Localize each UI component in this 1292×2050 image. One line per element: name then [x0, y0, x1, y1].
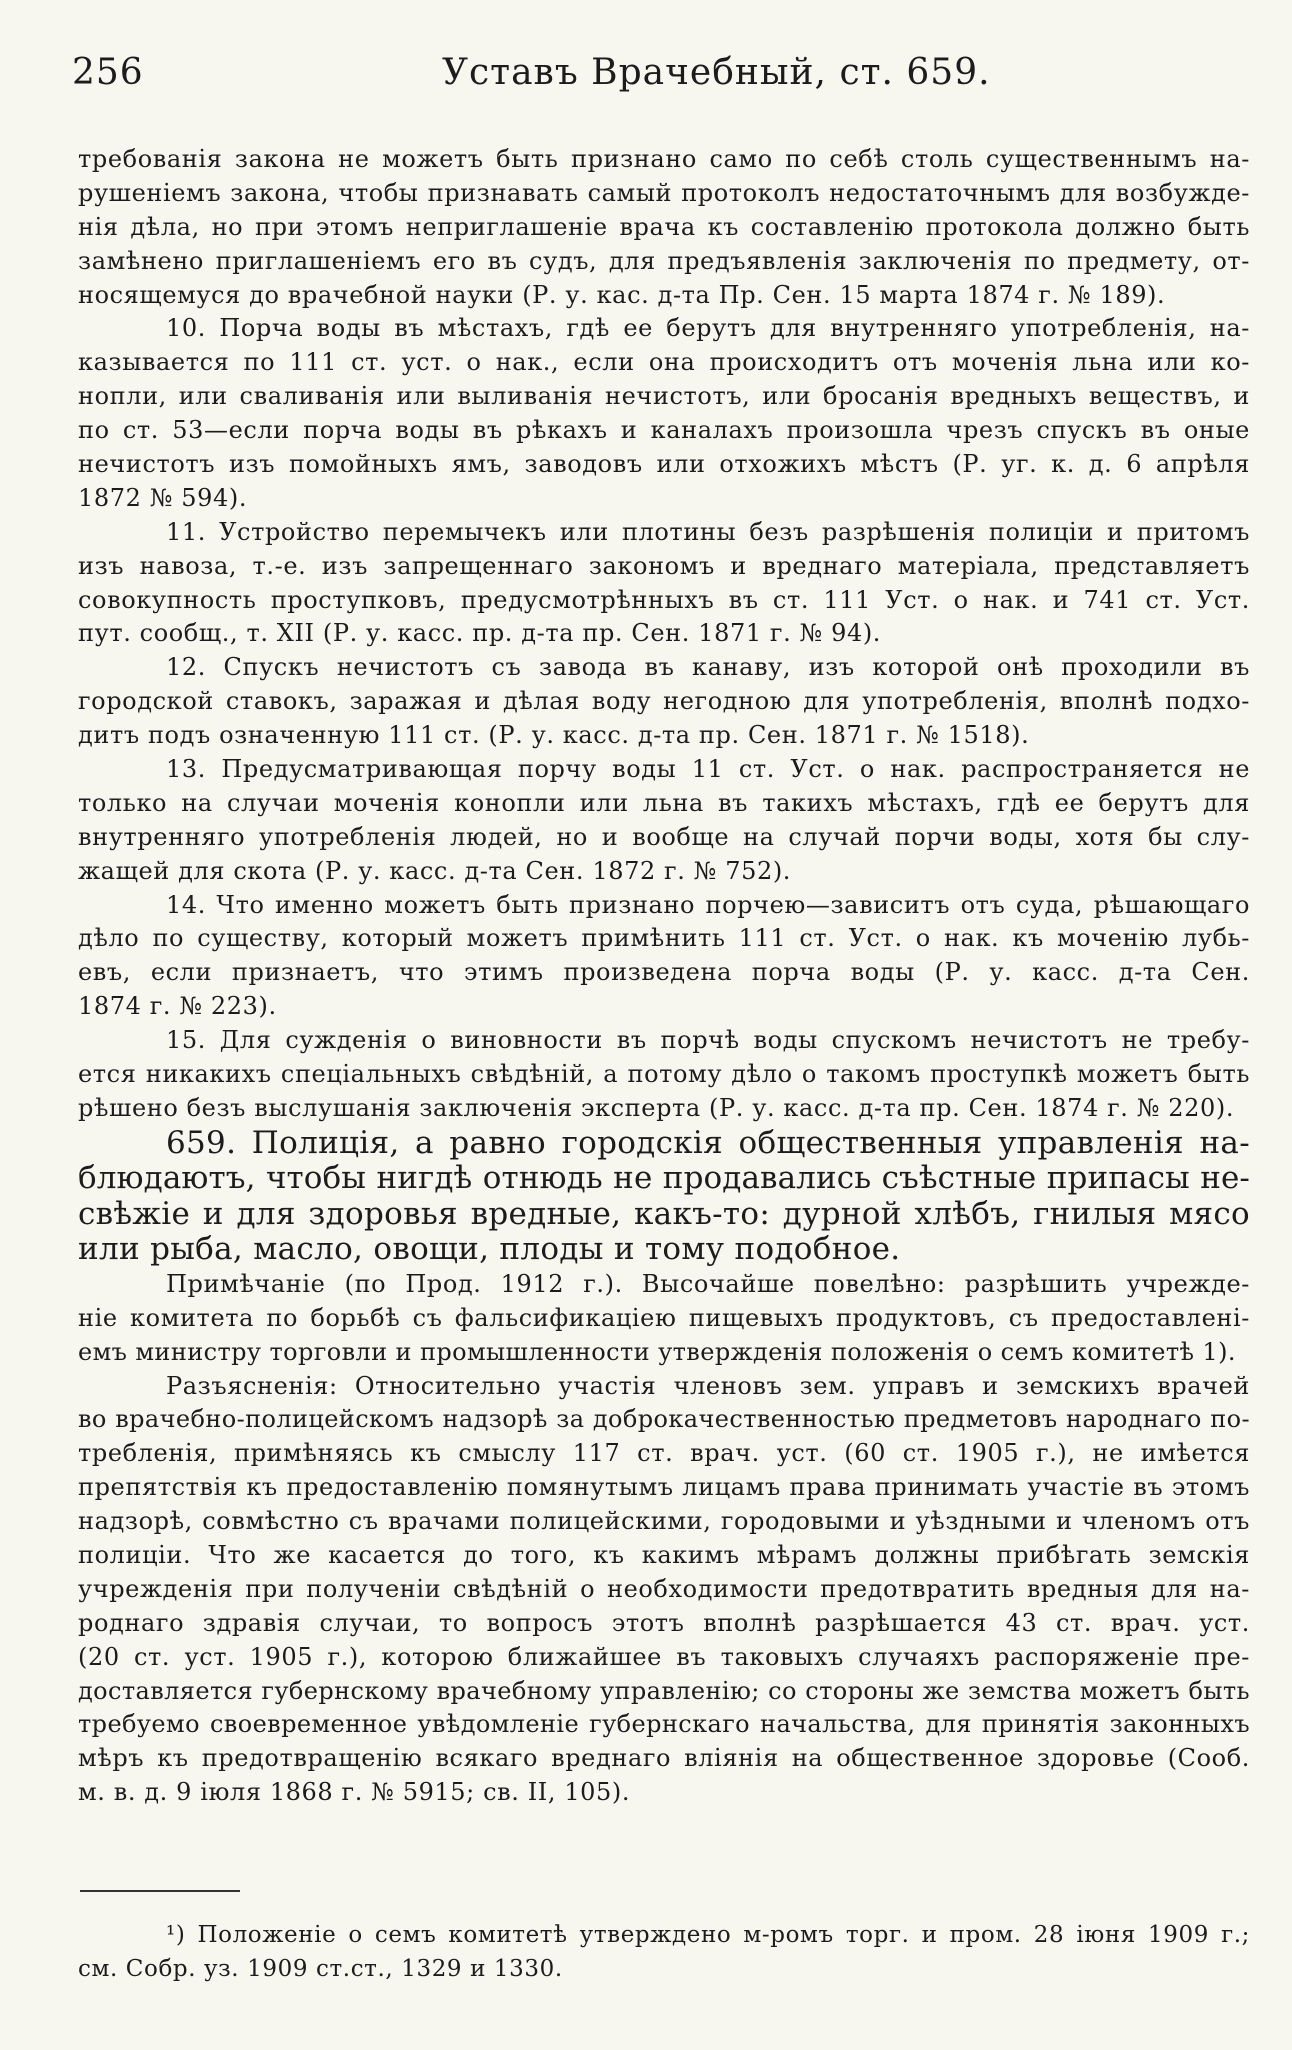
text-line: пут. сообщ., т. XII (Р. у. касс. пр. д-та пр. Сен. 1871 г. № 94). [78, 619, 882, 648]
note-block [78, 1268, 1250, 1810]
text-line: по ст. 53—если порча воды въ рѣкахъ и каналахъ произошла чрезъ спускъ въ оные [78, 416, 1250, 445]
text-line: внутренняго употребленія людей, но и вообще на случай порчи воды, хотя бы слу- [78, 822, 1250, 851]
text-line: требованія закона не можетъ быть признано само по себѣ столь существеннымъ на- [78, 145, 1250, 173]
text-line: рушеніемъ закона, чтобы признавать самый протоколъ недостаточнымъ для возбужде- [78, 178, 1250, 207]
text-line: 15. Для сужденія о виновности въ порчѣ воды спускомъ нечистотъ не требу- [166, 1026, 1250, 1055]
text-line: 1872 № 594). [78, 483, 248, 512]
text-line: 10. Порча воды въ мѣстахъ, гдѣ ее берутъ для внутренняго употребленія, на- [166, 314, 1250, 343]
text-line: евъ, если признаетъ, что этимъ произведена порча воды (Р. у. касс. д-та Сен. [78, 958, 1250, 987]
text-line: нія дѣла, но при этомъ неприглашеніе врача къ составленію протокола должно быть [78, 212, 1250, 241]
text-line: только на случаи моченія конопли или льна въ такихъ мѣстахъ, гдѣ ее берутъ для [78, 788, 1250, 817]
article-line: свѣжіе и для здоровья вредные, какъ-то: дурной хлѣбъ, гнилыя мясо [78, 1195, 1250, 1232]
article-line: или рыба, масло, овощи, плоды и тому подобное. [78, 1231, 901, 1268]
page-header [72, 46, 1258, 106]
text-line: 1874 г. № 223). [78, 992, 277, 1021]
text-line: 14. Что именно можетъ быть признано порчею—зависитъ отъ суда, рѣшающаго [166, 890, 1250, 919]
text-line: нопли, или сваливанія или выливанія нечистотъ, или бросанія вредныхъ веществъ, и [78, 382, 1250, 411]
note-line: ніе комитета по борьбѣ съ фальсификаціею пищевыхъ продуктовъ, съ предоставлені- [78, 1303, 1250, 1332]
note-line: доставляется губернскому врачебному управленію; со стороны же земства можетъ быть [78, 1676, 1250, 1705]
page-number: 256 [72, 52, 144, 93]
note-line: (20 ст. уст. 1905 г.), которою ближайшее въ таковыхъ случаяхъ распоряженіе пре- [78, 1642, 1250, 1671]
article-line: блюдаютъ, чтобы нигдѣ отнюдь не продавались съѣстные припасы не- [78, 1160, 1250, 1197]
text-line: ется никакихъ спеціальныхъ свѣдѣній, а потому дѣло о такомъ проступкѣ можетъ быть [78, 1060, 1250, 1089]
text-line: городской ставокъ, заражая и дѣлая воду негодною для употребленія, вполнѣ подхо- [78, 687, 1250, 716]
note-line: мѣръ къ предотвращенію всякаго вреднаго вліянія на общественное здоровье (Сооб. [78, 1744, 1250, 1773]
footnote-line: см. Собр. уз. 1909 ст.ст., 1329 и 1330. [78, 1956, 563, 1982]
text-line: дѣло по существу, который можетъ примѣнить 111 ст. Уст. о нак. къ моченію лубь- [78, 924, 1250, 953]
text-line: дитъ подъ означенную 111 ст. (Р. у. касс. д-та пр. Сен. 1871 г. № 1518). [78, 721, 1030, 750]
article-line: 659. Полиція, а равно городскія общественныя управленія на- [166, 1124, 1250, 1161]
note-line: Примѣчаніе (по Прод. 1912 г.). Высочайше повелѣно: разрѣшить учрежде- [166, 1269, 1250, 1298]
text-line: замѣнено приглашеніемъ его въ судъ, для предъявленія заключенія по предмету, от- [78, 246, 1250, 275]
page-body [78, 143, 1250, 1810]
text-line: нечистотъ изъ помойныхъ ямъ, заводовъ или отхожихъ мѣстъ (Р. уг. к. д. 6 апрѣля [78, 450, 1250, 479]
footnote-divider [80, 1890, 240, 1892]
note-line: учрежденія при полученіи свѣдѣній о необходимости предотвратить вредныя для на- [78, 1574, 1250, 1603]
running-title: Уставъ Врачебный, ст. 659. [442, 52, 991, 93]
commentary-block [78, 143, 1250, 1126]
note-line: полиціи. Что же касается до того, къ какимъ мѣрамъ должны прибѣгать земскія [78, 1540, 1250, 1569]
note-line: требуемо своевременное увѣдомленіе губернскаго начальства, для принятія законныхъ [78, 1710, 1250, 1739]
text-line: казывается по 111 ст. уст. о нак., если она происходитъ отъ моченія льна или ко- [78, 348, 1250, 377]
note-line: Разъясненія: Относительно участія членовъ зем. управъ и земскихъ врачей [166, 1371, 1250, 1400]
text-line: рѣшено безъ выслушанія заключенія эксперта (Р. у. касс. д-та пр. Сен. 1874 г. № 220). [78, 1093, 1235, 1122]
text-line: жащей для скота (Р. у. касс. д-та Сен. 1872 г. № 752). [78, 856, 792, 885]
note-line: емъ министру торговли и промышленности утвержденія положенія о семъ комитетѣ 1). [78, 1337, 1236, 1366]
note-line: требленія, примѣняясь къ смыслу 117 ст. врач. уст. (60 ст. 1905 г.), не имѣется [78, 1439, 1250, 1468]
note-line: роднаго здравія случаи, то вопросъ этотъ вполнѣ разрѣшается 43 ст. врач. уст. [78, 1608, 1250, 1637]
note-line: во врачебно-полицейскомъ надзорѣ за доброкачественностью предметовъ народнаго по- [78, 1405, 1250, 1434]
text-line: 11. Устройство перемычекъ или плотины безъ разрѣшенія полиціи и притомъ [166, 517, 1250, 546]
note-line: препятствія къ предоставленію помянутымъ лицамъ права принимать участіе въ этомъ [78, 1473, 1250, 1502]
footnote-line: ¹) Положеніе о семъ комитетѣ утверждено м-ромъ торг. и пром. 28 іюня 1909 г.; [166, 1922, 1250, 1948]
text-line: изъ навоза, т.-е. изъ запрещеннаго закономъ и вреднаго матеріала, представляетъ [78, 551, 1250, 580]
note-line: надзорѣ, совмѣстно съ врачами полицейскими, городовыми и уѣздными и членомъ отъ [78, 1507, 1250, 1536]
text-line: 13. Предусматривающая порчу воды 11 ст. Уст. о нак. распространяется не [166, 755, 1250, 784]
text-line: носящемуся до врачебной науки (Р. у. кас. д-та Пр. Сен. 15 марта 1874 г. № 189). [78, 280, 1166, 309]
footnote [78, 1918, 1250, 1986]
note-line: м. в. д. 9 іюля 1868 г. № 5915; св. II, 105). [78, 1778, 631, 1807]
text-line: 12. Спускъ нечистотъ съ завода въ канаву, изъ которой онѣ проходили въ [166, 653, 1250, 682]
article-659 [78, 1126, 1250, 1268]
text-line: совокупность проступковъ, предусмотрѣнныхъ въ ст. 111 Уст. о нак. и 741 ст. Уст. [78, 585, 1250, 614]
